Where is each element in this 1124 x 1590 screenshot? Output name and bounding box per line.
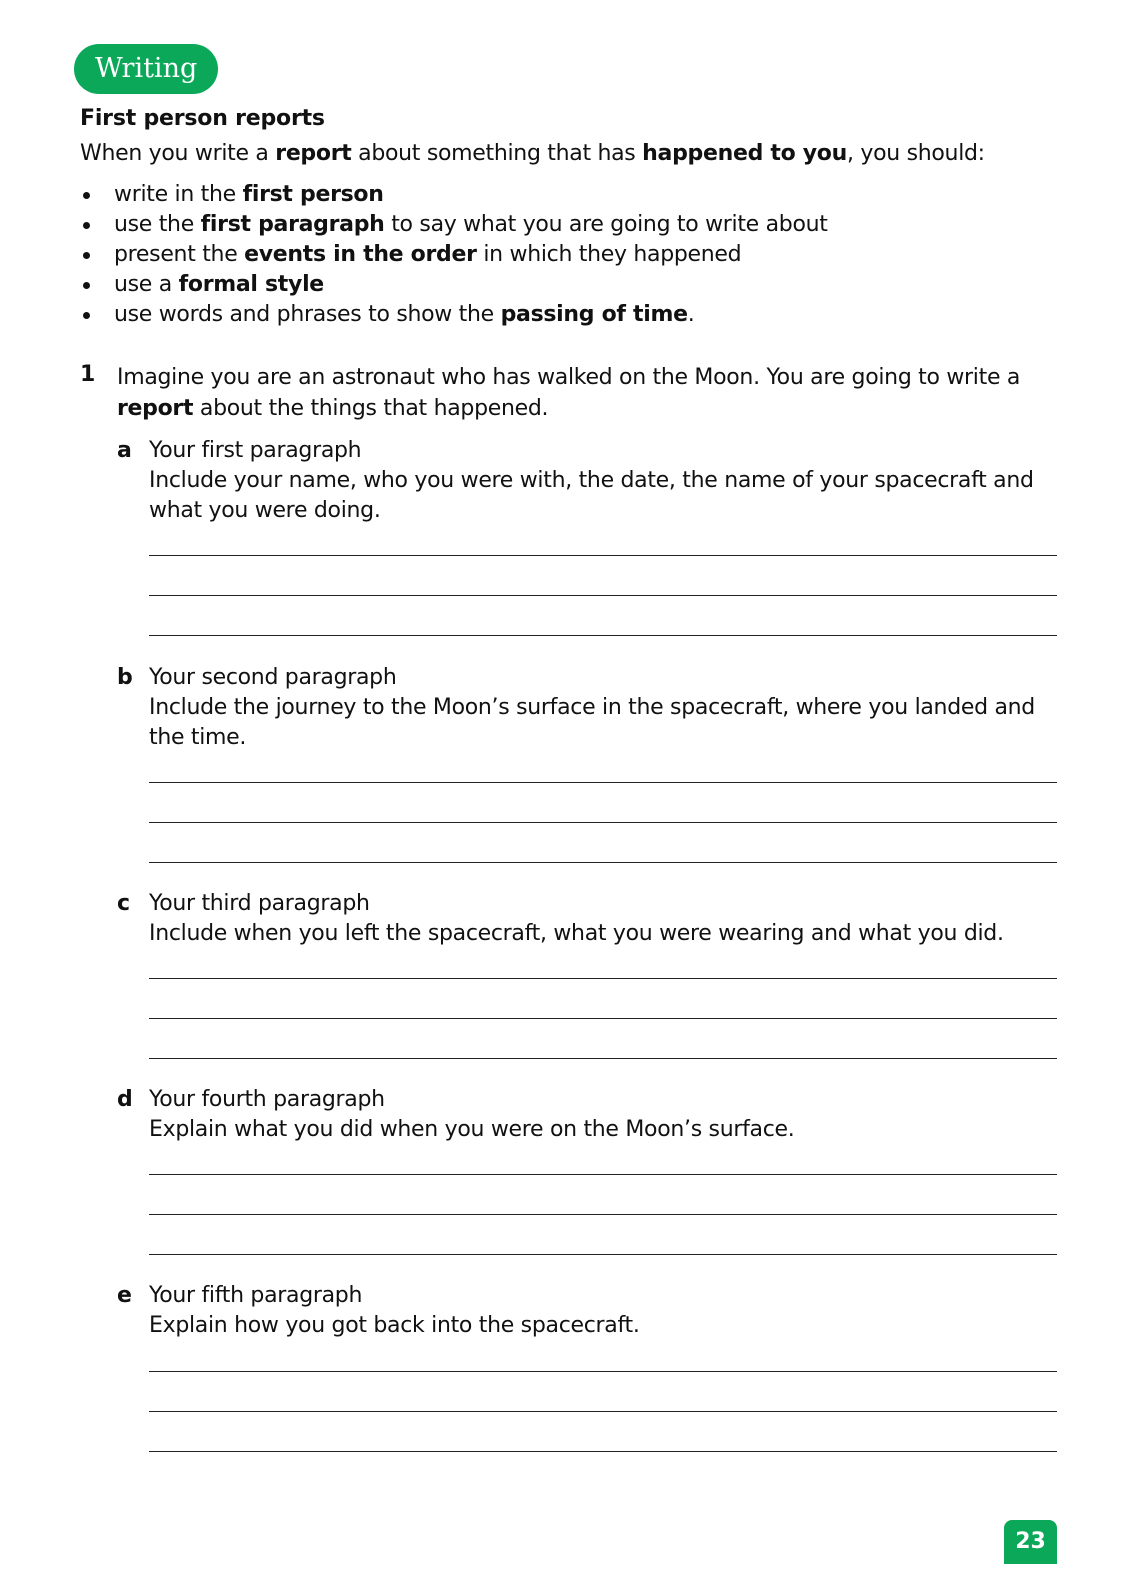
list-item: use words and phrases to show the passing of time. bbox=[80, 300, 828, 330]
part-e bbox=[117, 1281, 1057, 1341]
answer-line[interactable] bbox=[149, 595, 1057, 596]
list-item: use a formal style bbox=[80, 270, 828, 300]
bullet-icon bbox=[83, 252, 90, 259]
section-label: Writing bbox=[74, 44, 218, 94]
answer-line[interactable] bbox=[149, 1174, 1057, 1175]
part-b bbox=[117, 663, 1057, 750]
bullet-icon bbox=[83, 192, 90, 199]
list-item: present the events in the order in which they happened bbox=[80, 240, 828, 270]
part-title: Your fifth paragraph bbox=[149, 1283, 363, 1308]
answer-line[interactable] bbox=[149, 862, 1057, 863]
guidance-list bbox=[80, 180, 828, 330]
part-description: Include the journey to the Moon’s surface in the spacecraft, where you landed and the time. bbox=[149, 695, 1035, 750]
part-letter: c bbox=[117, 891, 131, 916]
bullet-icon bbox=[83, 282, 90, 289]
answer-line[interactable] bbox=[149, 1018, 1057, 1019]
part-description: Include when you left the spacecraft, what you were wearing and what you did. bbox=[149, 921, 1004, 946]
answer-line[interactable] bbox=[149, 1058, 1057, 1059]
bullet-icon bbox=[83, 312, 90, 319]
part-letter: d bbox=[117, 1087, 133, 1112]
answer-line[interactable] bbox=[149, 978, 1057, 979]
part-description: Explain how you got back into the spacecraft. bbox=[149, 1313, 640, 1338]
part-letter: b bbox=[117, 665, 133, 690]
part-title: Your third paragraph bbox=[149, 891, 370, 916]
answer-line[interactable] bbox=[149, 782, 1057, 783]
part-title: Your second paragraph bbox=[149, 665, 397, 690]
part-letter: e bbox=[117, 1283, 132, 1308]
list-item: use the first paragraph to say what you are going to write about bbox=[80, 210, 828, 240]
answer-line[interactable] bbox=[149, 822, 1057, 823]
answer-line[interactable] bbox=[149, 1451, 1057, 1452]
question-number: 1 bbox=[80, 362, 96, 387]
page-number: 23 bbox=[1004, 1520, 1057, 1564]
answer-line[interactable] bbox=[149, 635, 1057, 636]
answer-line[interactable] bbox=[149, 555, 1057, 556]
section-heading: First person reports bbox=[80, 106, 325, 131]
answer-line[interactable] bbox=[149, 1214, 1057, 1215]
lead-text: When you write a report about something that has happened to you, you should: bbox=[80, 141, 985, 166]
answer-line[interactable] bbox=[149, 1411, 1057, 1412]
bullet-icon bbox=[83, 222, 90, 229]
part-description: Include your name, who you were with, the date, the name of your spacecraft and what you were doing. bbox=[149, 468, 1034, 523]
list-item: write in the first person bbox=[80, 180, 828, 210]
answer-line[interactable] bbox=[149, 1371, 1057, 1372]
part-a bbox=[117, 436, 1057, 523]
part-d bbox=[117, 1085, 1057, 1145]
part-title: Your fourth paragraph bbox=[149, 1087, 385, 1112]
answer-line[interactable] bbox=[149, 1254, 1057, 1255]
part-description: Explain what you did when you were on the Moon’s surface. bbox=[149, 1117, 795, 1142]
part-c bbox=[117, 889, 1057, 949]
part-title: Your first paragraph bbox=[149, 438, 362, 463]
part-letter: a bbox=[117, 438, 132, 463]
question-text: Imagine you are an astronaut who has walked on the Moon. You are going to write a report about the things that happened. bbox=[117, 365, 1021, 421]
